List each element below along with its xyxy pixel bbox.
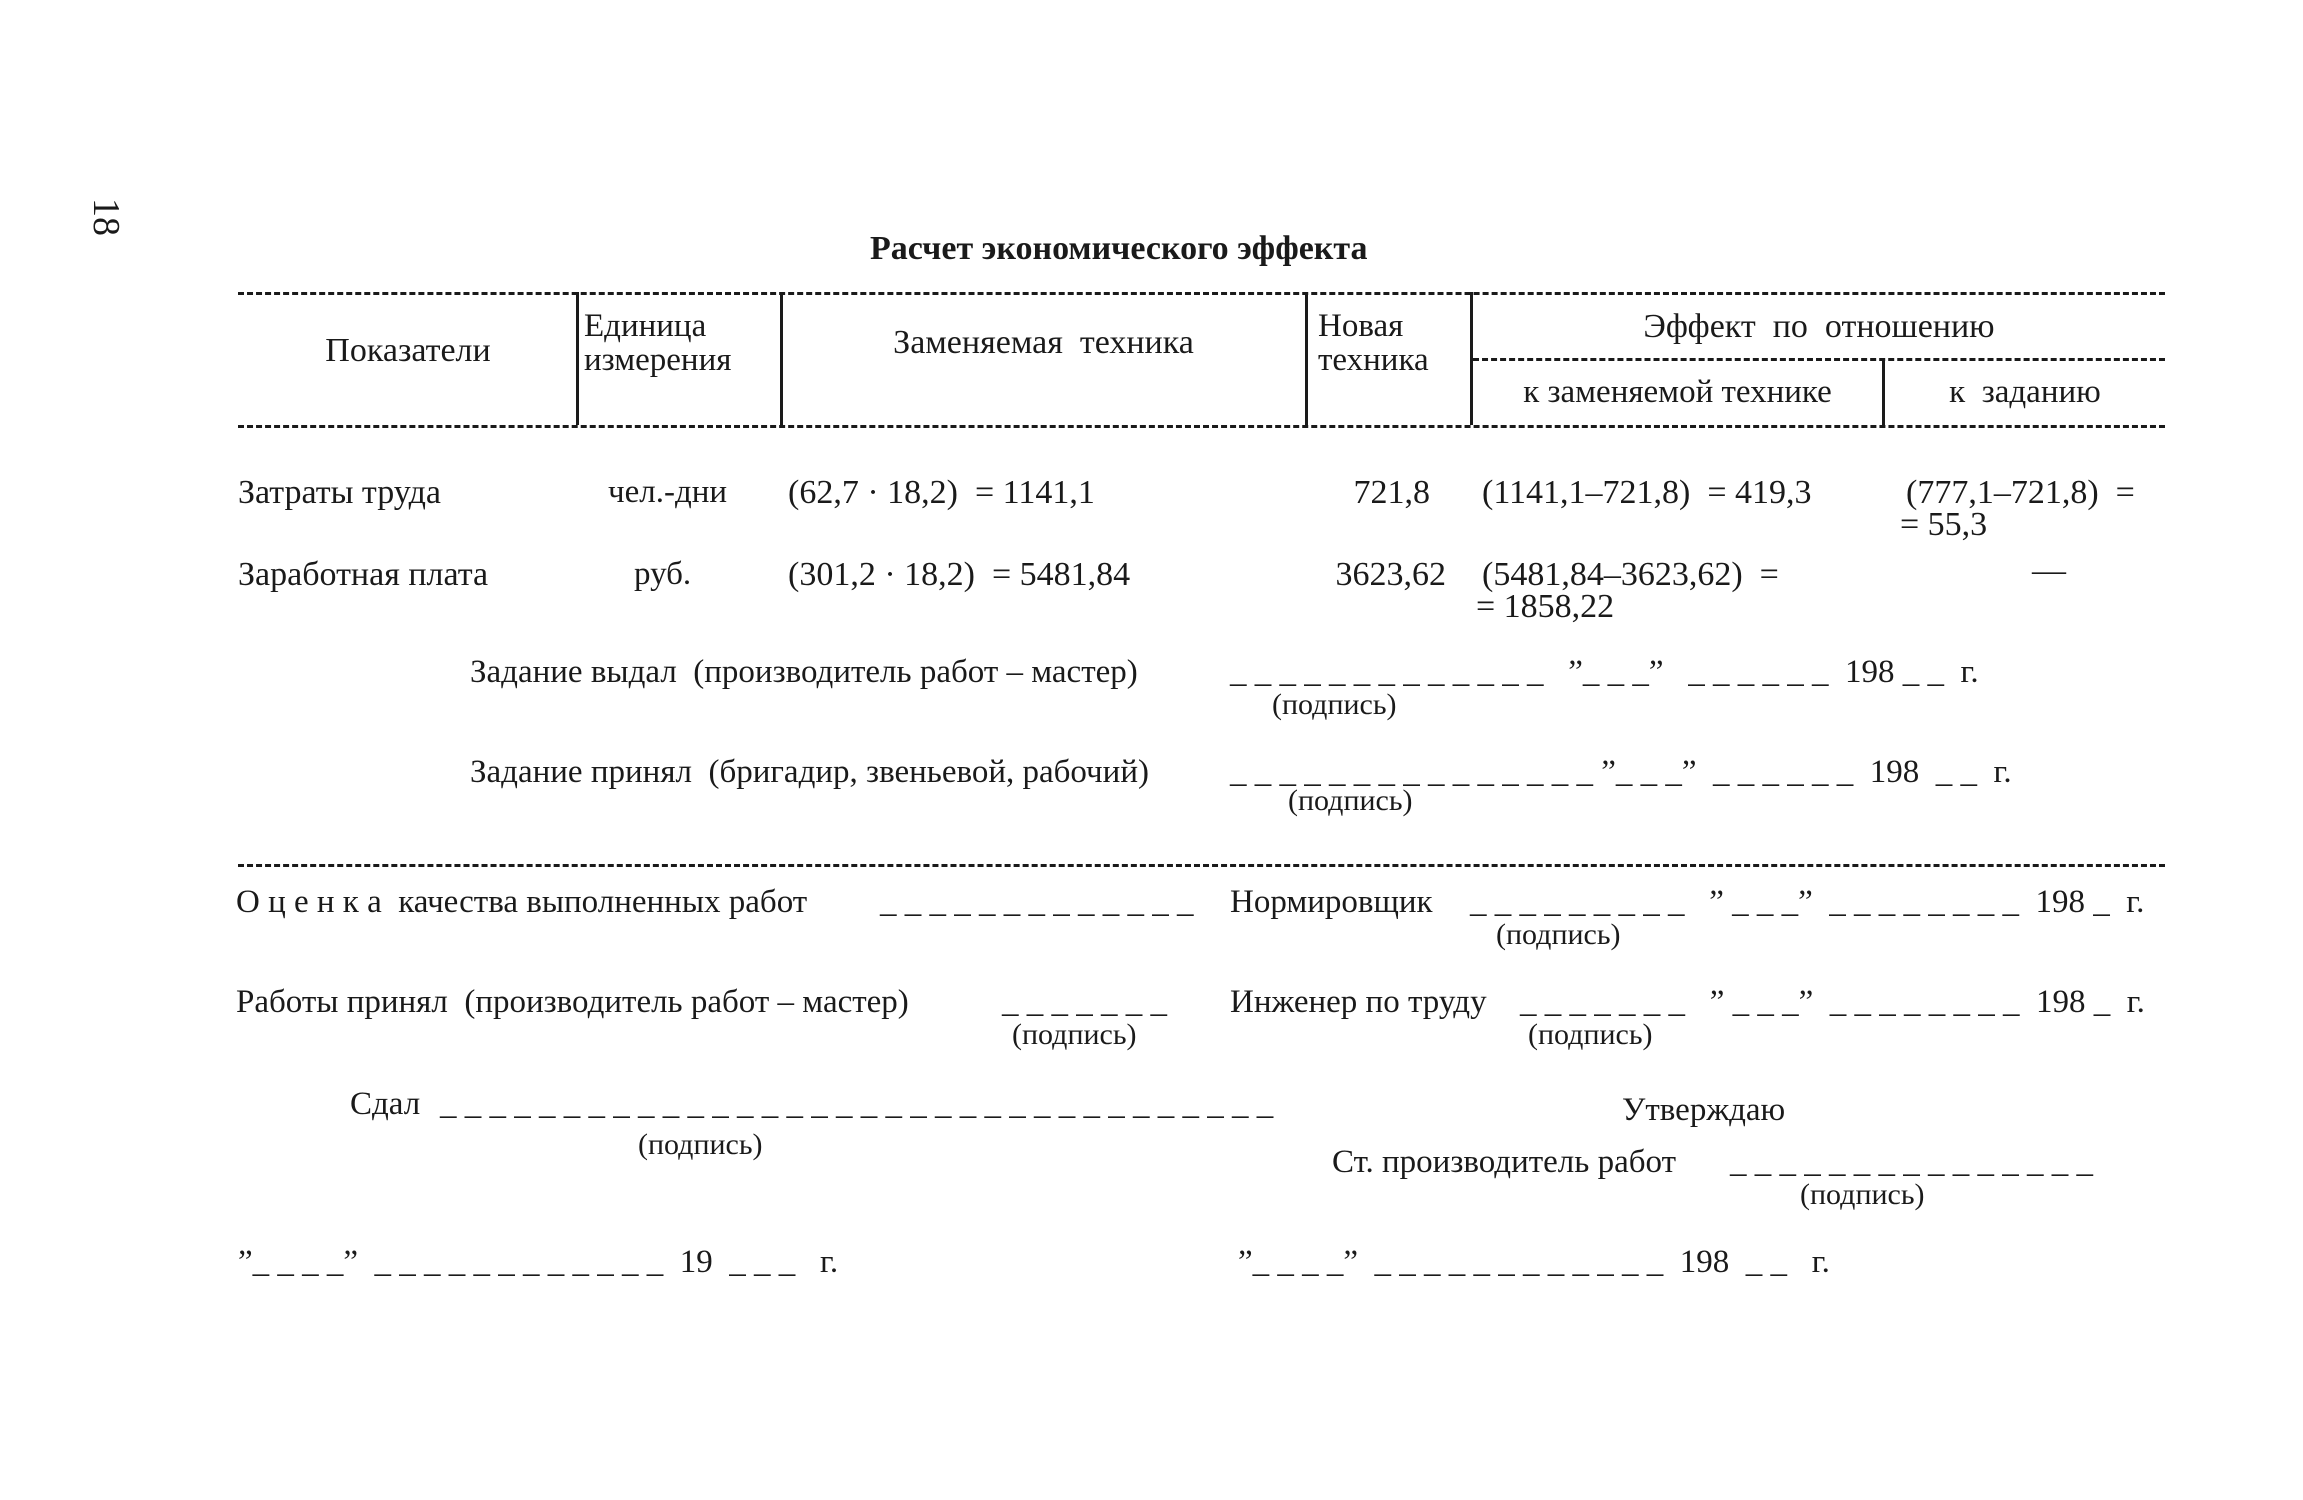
table-header-bottom-rule (238, 425, 2165, 428)
normer-signature-caption: (подпись) (1496, 918, 1621, 951)
labor-engineer-label: Инженер по труду (1230, 984, 1487, 1020)
row-2-new: 3623,62 (1335, 556, 1446, 593)
labor-engineer-fill: _ _ _ _ _ _ _ ” _ _ _” _ _ _ _ _ _ _ _ 198 _ г. (1520, 984, 2145, 1020)
col-sep-3 (1305, 292, 1308, 425)
approve-fill: _ _ _ _ _ _ _ _ _ _ _ _ _ _ _ (1730, 1144, 2093, 1180)
header-unit-line1: Единица (584, 308, 707, 344)
handed-label: Сдал (350, 1086, 421, 1122)
page-number: 18 (85, 198, 127, 236)
approve-signature-caption: (подпись) (1800, 1178, 1925, 1211)
row-1-effect-task-line2: = 55,3 (1900, 506, 1988, 543)
normer-label: Нормировщик (1230, 884, 1433, 920)
header-effect: Эффект по отношению (1643, 308, 1995, 345)
row-2-replaced: (301,2 · 18,2) = 5481,84 (788, 556, 1131, 593)
works-accepted-fill: _ _ _ _ _ _ _ (1002, 984, 1167, 1020)
row-1-replaced: (62,7 · 18,2) = 1141,1 (788, 474, 1095, 511)
header-new-line2: техника (1318, 342, 1429, 378)
row-1-unit: чел.-дни (608, 474, 728, 510)
task-issued-label: Задание выдал (производитель работ – мастер) (470, 654, 1138, 690)
row-1-new: 721,8 (1353, 474, 1430, 511)
row-1-effect-task-line1: (777,1–721,8) = (1906, 474, 2135, 511)
col-sep-1 (576, 292, 579, 425)
row-2-effect-replaced-line2: = 1858,22 (1476, 588, 1615, 625)
handed-fill: _ _ _ _ _ _ _ _ _ _ _ _ _ _ _ _ _ _ _ _ _ _ _ _ _ _ _ _ _ _ _ _ _ _ (440, 1086, 1274, 1122)
document-title: Расчет экономического эффекта (870, 230, 1368, 267)
header-to-task: к заданию (1949, 374, 2101, 410)
header-indicators: Показатели (325, 332, 491, 369)
date-line-left: ”_ _ _ _” _ _ _ _ _ _ _ _ _ _ _ _ 19 _ _ _ г. (238, 1244, 839, 1280)
row-1-name: Затраты труда (238, 474, 442, 511)
section-separator-rule (238, 864, 2165, 867)
approve-title: Утверждаю (1622, 1092, 1786, 1128)
task-issued-signature-caption: (подпись) (1272, 688, 1397, 721)
row-2-unit: руб. (634, 556, 692, 592)
header-replaced: Заменяемая техника (893, 324, 1194, 361)
task-accepted-fill: _ _ _ _ _ _ _ _ _ _ _ _ _ _ _ ”_ _ _” _ _ _ _ _ _ 198 _ _ г. (1230, 754, 2012, 790)
row-2-effect-task: — (2032, 552, 2066, 589)
approve-label: Ст. производитель работ (1332, 1144, 1676, 1180)
header-unit-line2: измерения (584, 342, 732, 378)
effect-sub-rule (1473, 358, 2165, 361)
normer-fill: _ _ _ _ _ _ _ _ _ ” _ _ _” _ _ _ _ _ _ _ _ 198 _ г. (1470, 884, 2145, 920)
quality-label: О ц е н к а качества выполненных работ (236, 884, 808, 920)
row-2-effect-replaced-line1: (5481,84–3623,62) = (1482, 556, 1779, 593)
header-to-replaced: к заменяемой технике (1523, 374, 1832, 410)
works-accepted-signature-caption: (подпись) (1012, 1018, 1137, 1051)
task-issued-fill: _ _ _ _ _ _ _ _ _ _ _ _ _ ”_ _ _” _ _ _ _ _ _ 198 _ _ г. (1230, 654, 1979, 690)
quality-fill: _ _ _ _ _ _ _ _ _ _ _ _ _ (880, 884, 1194, 920)
works-accepted-label: Работы принял (производитель работ – мастер) (236, 984, 909, 1020)
date-line-right: ”_ _ _ _” _ _ _ _ _ _ _ _ _ _ _ _ 198 _ _ г. (1238, 1244, 1830, 1280)
labor-engineer-signature-caption: (подпись) (1528, 1018, 1653, 1051)
handed-signature-caption: (подпись) (638, 1128, 763, 1161)
row-2-name: Заработная плата (238, 556, 489, 593)
task-accepted-signature-caption: (подпись) (1288, 784, 1413, 817)
row-1-effect-replaced: (1141,1–721,8) = 419,3 (1482, 474, 1812, 511)
table-top-rule (238, 292, 2165, 295)
task-accepted-label: Задание принял (бригадир, звеньевой, рабочий) (470, 754, 1149, 790)
header-new-line1: Новая (1318, 308, 1404, 344)
